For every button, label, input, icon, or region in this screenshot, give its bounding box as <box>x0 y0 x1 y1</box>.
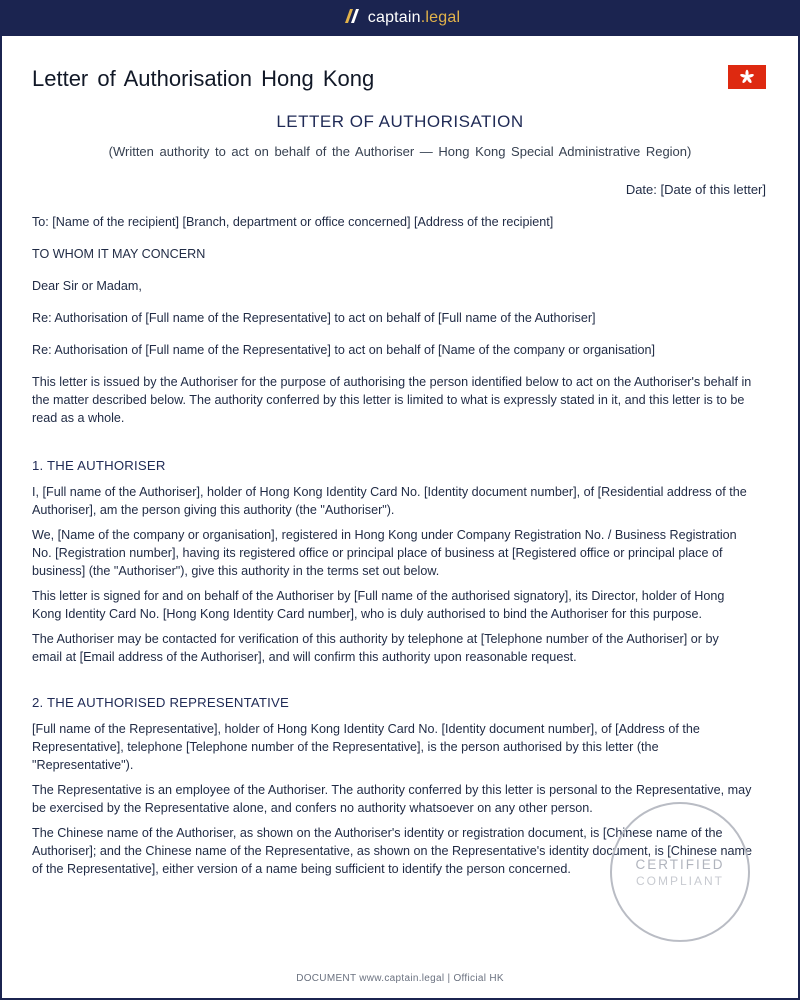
letter-subheading: (Written authority to act on behalf of the Authoriser — Hong Kong Special Administrative Region) <box>108 144 692 159</box>
chinese-names-paragraph: The Chinese name of the Authoriser, as shown on the Authoriser's identity or registration document, is [Chinese name of the Authoriser]; and the Chinese name of the Representative, as shown on the Representative's identity document, is [Chinese name of the Representative], either version of a name being sufficient to identify the person concerned. <box>32 826 752 876</box>
authoriser-signatory-paragraph: This letter is signed for and on behalf of the Authoriser by [Full name of the authorised signatory], its Director, holder of Hong Kong Identity Card No. [Hong Kong Identity Card number], who is duly authorised to bind the Authoriser for this purpose. <box>32 589 725 621</box>
certified-stamp <box>610 802 750 942</box>
double-slash-logo-icon <box>340 8 360 29</box>
authoriser-company-paragraph: We, [Name of the company or organisation], registered in Hong Kong under Company Registration No. / Business Registration No. [Registration number], having its registered office or principal place of business at [Registered office or principal place of business] (the "Authoriser"), give this authority in the terms set out below. <box>32 528 737 578</box>
subject-line-company: Re: Authorisation of [Full name of the Representative] to act on behalf of [Name of the company or organisation] <box>32 343 656 357</box>
letter-body <box>32 213 752 885</box>
letter-heading: LETTER OF AUTHORISATION <box>276 112 524 131</box>
stamp-line-2: COMPLIANT <box>635 873 724 888</box>
authoriser-individual-paragraph: I, [Full name of the Authoriser], holder of Hong Kong Identity Card No. [Identity document number], of [Residential address of the Authoriser], am the person giving this authority (the "Authoriser"). <box>32 485 747 517</box>
section-heading-representative: 2. THE AUTHORISED REPRESENTATIVE <box>32 695 290 710</box>
top-bar <box>0 0 800 36</box>
letter-date: Date: [Date of this letter] <box>625 182 766 197</box>
representative-employee-paragraph: The Representative is an employee of the Authoriser. The authority conferred by this letter is personal to the Representative, may be exercised by the Representative alone, and confers no authority whatsoever on any other person. <box>32 783 752 815</box>
authoriser-contact-paragraph: The Authoriser may be contacted for verification of this authority by telephone at [Telephone number of the Authoriser] or by email at [Email address of the Authoriser], and will confirm this authority upon reasonable request. <box>32 632 719 664</box>
content-fade <box>2 940 798 970</box>
hong-kong-flag-icon <box>728 65 766 89</box>
brand-name: captain <box>367 9 421 26</box>
footer: DOCUMENT www.captain.legal | Official HK <box>296 973 504 984</box>
intro-paragraph: This letter is issued by the Authoriser for the purpose of authorising the person identified below to act on the Authoriser's behalf in the matter described below. The authority conferred by this letter is limited to what is expressly stated in it, and this letter is to be read as a whole. <box>32 375 752 425</box>
section-heading-authoriser: 1. THE AUTHORISER <box>32 458 166 473</box>
salutation: Dear Sir or Madam, <box>32 279 142 293</box>
to-whom-line: TO WHOM IT MAY CONCERN <box>32 247 206 261</box>
brand-logo[interactable] <box>340 8 460 29</box>
stamp-line-1: CERTIFIED <box>635 856 725 872</box>
page-title: Letter of Authorisation Hong Kong <box>32 66 375 91</box>
brand-accent: .legal <box>420 9 461 26</box>
subject-line-individual: Re: Authorisation of [Full name of the Representative] to act on behalf of [Full name of the Authoriser] <box>32 311 596 325</box>
recipient-line: To: [Name of the recipient] [Branch, department or office concerned] [Address of the recipient] <box>32 215 554 229</box>
representative-identity-paragraph: [Full name of the Representative], holder of Hong Kong Identity Card No. [Identity document number], of [Address of the Representative], telephone [Telephone number of the Representative], is the person authorised by this letter (the "Representative"). <box>32 722 700 772</box>
